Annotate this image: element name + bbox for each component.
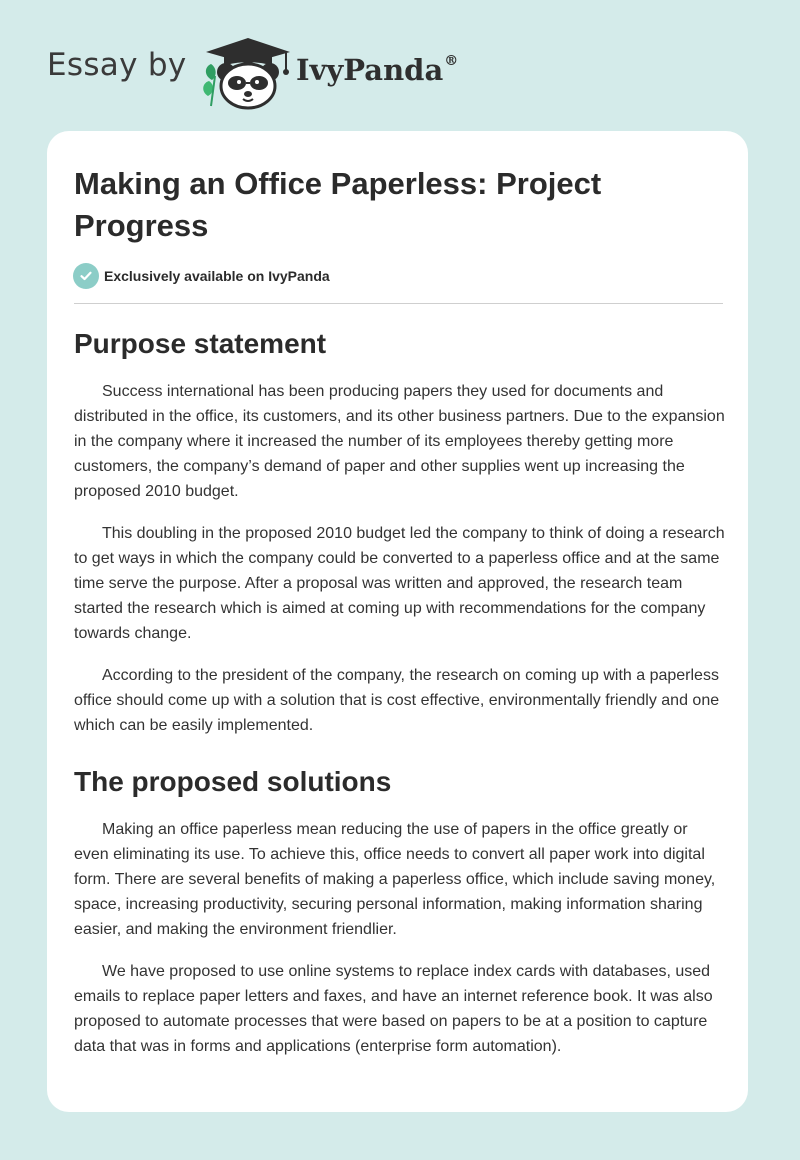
- paragraph: This doubling in the proposed 2010 budget led the company to think of doing a research to get ways in which the company could be converted to a paperless office and at the same time serve the purpose. After a proposal was written and approved, the research team started the research which is aimed at coming up with recommendations for the company towards change.: [74, 525, 725, 642]
- section-heading: Purpose statement: [74, 328, 327, 359]
- site-header: [0, 0, 800, 130]
- registered-mark: ®: [444, 53, 459, 69]
- divider: [74, 303, 723, 304]
- brand-name[interactable]: [296, 53, 459, 87]
- exclusive-badge: [73, 263, 330, 289]
- paragraph: According to the president of the company, the research on coming up with a paperless office should come up with a solution that is cost effective, environmentally friendly and one which can be easily implemented.: [74, 667, 720, 734]
- check-icon: [73, 263, 99, 289]
- article-card: [47, 131, 748, 1112]
- section-heading: The proposed solutions: [74, 766, 392, 797]
- brand-name-text: IvyPanda: [296, 53, 444, 87]
- article-body: [74, 325, 726, 1059]
- ivy-leaf-icon: [203, 64, 215, 106]
- page-title: Making an Office Paperless: Project Progress: [74, 166, 602, 243]
- paragraph: Making an office paperless mean reducing the use of papers in the office greatly or even eliminating its use. To achieve this, office needs to convert all paper work into digital form. There are several benefits of making a paperless office, which include saving money, space, increasing productivity, securing personal information, making information sharing easier, and making the environment friendlier.: [74, 821, 716, 938]
- essay-by-label: Essay by: [47, 47, 187, 83]
- panda-graduate-logo-icon[interactable]: [202, 36, 294, 110]
- paragraph: Success international has been producing papers they used for documents and distributed in the office, its customers, and its other business partners. Due to the expansion in the company where it increased the number of its employees thereby getting more customers, the company’s demand of paper and other supplies went up increasing the proposed 2010 budget.: [74, 383, 725, 500]
- exclusive-label: Exclusively available on IvyPanda: [104, 268, 330, 284]
- paragraph: We have proposed to use online systems to replace index cards with databases, used emails to replace paper letters and faxes, and have an internet reference book. It was also proposed to automate processes that were based on papers to be at a position to capture data that was in forms and applications (enterprise form automation).: [74, 963, 713, 1055]
